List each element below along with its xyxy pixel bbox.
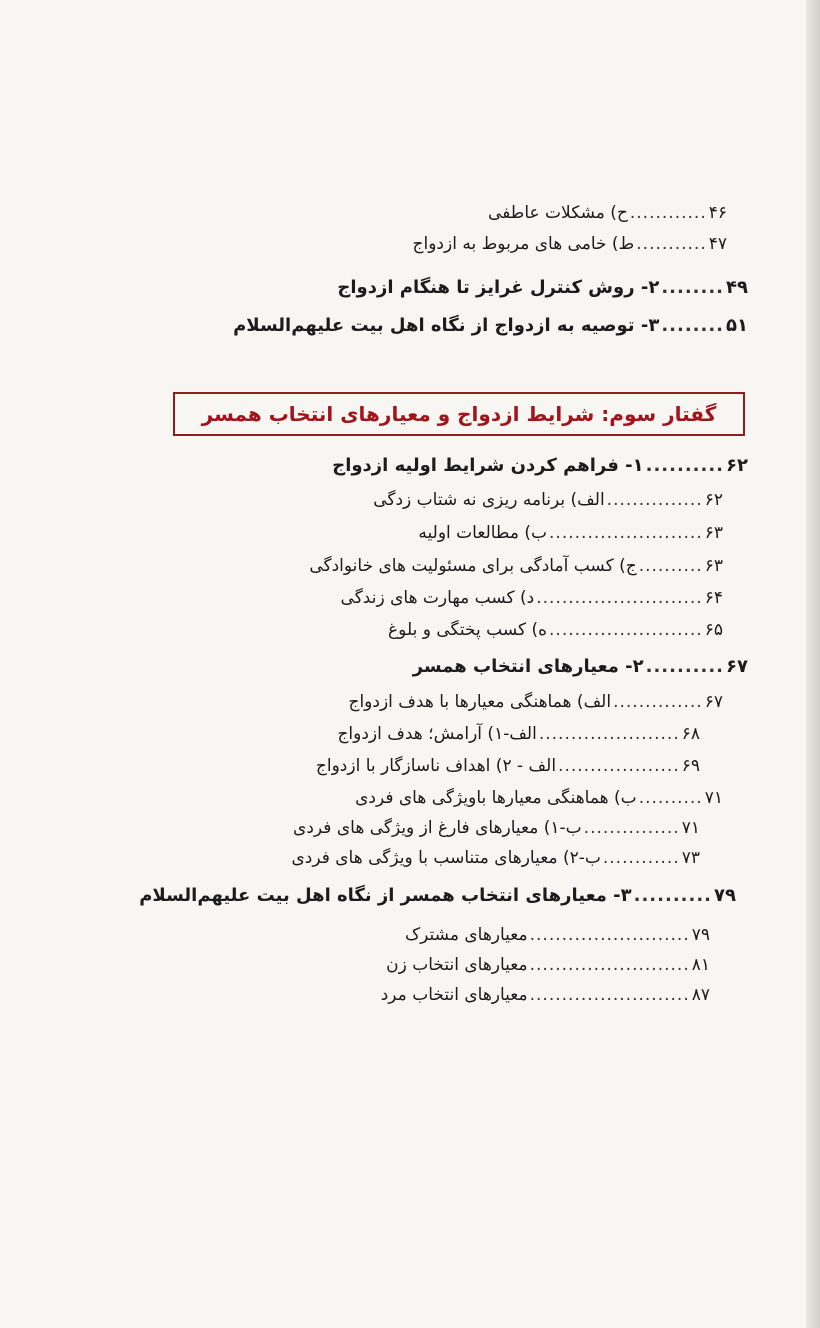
page-number: ۴۶ bbox=[708, 203, 727, 223]
entry-title: ح) مشکلات عاطفی bbox=[488, 203, 628, 223]
page-number: ۶۷ bbox=[726, 656, 748, 677]
entry-title: الف - ۲) اهداف ناسازگار با ازدواج bbox=[315, 756, 557, 776]
toc-entry[interactable] bbox=[405, 925, 710, 945]
page-number: ۶۳ bbox=[704, 556, 723, 576]
page-number: ۷۱ bbox=[704, 788, 723, 808]
toc-entry[interactable] bbox=[233, 315, 748, 336]
page-number: ۶۸ bbox=[681, 724, 700, 744]
toc-entry[interactable] bbox=[413, 656, 748, 677]
page-number: ۶۲ bbox=[704, 490, 723, 510]
entry-title: ج) کسب آمادگی برای مسئولیت های خانوادگی bbox=[309, 556, 637, 576]
toc-entry[interactable] bbox=[293, 818, 700, 838]
page-number: ۶۹ bbox=[681, 756, 700, 776]
section-heading-box bbox=[173, 392, 745, 436]
page-number: ۴۹ bbox=[726, 277, 748, 298]
leader-dots: .......... bbox=[638, 556, 703, 576]
toc-entry[interactable] bbox=[337, 724, 700, 744]
toc-entry[interactable] bbox=[337, 277, 748, 298]
entry-title: ۳- توصیه به ازدواج از نگاه اهل بیت علیهم‌السلام bbox=[233, 315, 660, 336]
entry-title: ط) خامی های مربوط به ازدواج bbox=[412, 234, 635, 254]
page-number: ۸۷ bbox=[691, 985, 710, 1005]
toc-entry[interactable] bbox=[309, 556, 723, 576]
leader-dots: ........ bbox=[661, 277, 725, 298]
entry-title: الف-۱) آرامش؛ هدف ازدواج bbox=[337, 724, 537, 744]
entry-title: ب-۲) معیارهای متناسب با ویژگی های فردی bbox=[291, 848, 601, 868]
leader-dots: .......................... bbox=[536, 588, 703, 608]
entry-title: معیارهای انتخاب زن bbox=[386, 955, 528, 975]
toc-entry[interactable] bbox=[373, 490, 723, 510]
leader-dots: ................... bbox=[558, 756, 680, 776]
toc-entry[interactable] bbox=[388, 620, 723, 640]
leader-dots: .......... bbox=[645, 656, 725, 677]
entry-title: الف) برنامه ریزی نه شتاب زدگی bbox=[373, 490, 605, 510]
page-number: ۷۹ bbox=[691, 925, 710, 945]
toc-entry[interactable] bbox=[291, 848, 700, 868]
leader-dots: ......................... bbox=[529, 955, 690, 975]
page-number: ۶۵ bbox=[704, 620, 723, 640]
page-number: ۷۳ bbox=[681, 848, 700, 868]
entry-title: ه) کسب پختگی و بلوغ bbox=[388, 620, 548, 640]
leader-dots: ............... bbox=[606, 490, 703, 510]
leader-dots: .......... bbox=[645, 455, 725, 476]
page-number: ۶۳ bbox=[704, 523, 723, 543]
entry-title: الف) هماهنگی معیارها با هدف ازدواج bbox=[348, 692, 612, 712]
toc-entry[interactable] bbox=[348, 692, 723, 712]
entry-title: ۲- روش کنترل غرایز تا هنگام ازدواج bbox=[337, 277, 660, 298]
entry-title: معیارهای مشترک bbox=[404, 925, 528, 945]
leader-dots: ............... bbox=[583, 818, 680, 838]
toc-entry[interactable] bbox=[355, 788, 723, 808]
leader-dots: ........................ bbox=[549, 523, 703, 543]
toc-entry[interactable] bbox=[413, 234, 727, 254]
page-number: ۷۱ bbox=[681, 818, 700, 838]
page-number: ۵۱ bbox=[726, 315, 748, 336]
leader-dots: ......................... bbox=[529, 985, 690, 1005]
page-number: ۶۷ bbox=[704, 692, 723, 712]
page-number: ۶۲ bbox=[726, 455, 748, 476]
leader-dots: .............. bbox=[613, 692, 703, 712]
toc-entry[interactable] bbox=[341, 588, 723, 608]
toc-entry[interactable] bbox=[316, 756, 700, 776]
leader-dots: ......................... bbox=[529, 925, 690, 945]
section-title: گفتار سوم: شرایط ازدواج و معیارهای انتخاب همسر bbox=[201, 402, 717, 426]
entry-title: ۱- فراهم کردن شرایط اولیه ازدواج bbox=[332, 455, 644, 476]
leader-dots: ............ bbox=[602, 848, 680, 868]
toc-entry[interactable] bbox=[418, 523, 723, 543]
leader-dots: ........ bbox=[661, 315, 725, 336]
entry-title: ب-۱) معیارهای فارغ از ویژگی های فردی bbox=[293, 818, 582, 838]
toc-entry[interactable] bbox=[381, 985, 710, 1005]
entry-title: ۲- معیارهای انتخاب همسر bbox=[412, 656, 644, 677]
leader-dots: ............ bbox=[629, 203, 707, 223]
leader-dots: .......... bbox=[633, 885, 713, 906]
leader-dots: ........... bbox=[636, 234, 707, 254]
leader-dots: .......... bbox=[638, 788, 703, 808]
entry-title: د) کسب مهارت های زندگی bbox=[340, 588, 535, 608]
page-number: ۴۷ bbox=[708, 234, 727, 254]
page-number: ۶۴ bbox=[704, 588, 723, 608]
toc-entry[interactable] bbox=[332, 455, 748, 476]
toc-entry[interactable] bbox=[386, 955, 710, 975]
page-number: ۷۹ bbox=[714, 885, 736, 906]
leader-dots: ...................... bbox=[538, 724, 680, 744]
leader-dots: ........................ bbox=[549, 620, 703, 640]
entry-title: معیارهای انتخاب مرد bbox=[380, 985, 528, 1005]
toc-entry[interactable] bbox=[139, 885, 736, 906]
page-number: ۸۱ bbox=[691, 955, 710, 975]
entry-title: ب) مطالعات اولیه bbox=[418, 523, 548, 543]
entry-title: ب) هماهنگی معیارها باویژگی های فردی bbox=[355, 788, 637, 808]
entry-title: ۳- معیارهای انتخاب همسر از نگاه اهل بیت علیهم‌السلام bbox=[139, 885, 632, 906]
toc-entry[interactable] bbox=[488, 203, 727, 223]
